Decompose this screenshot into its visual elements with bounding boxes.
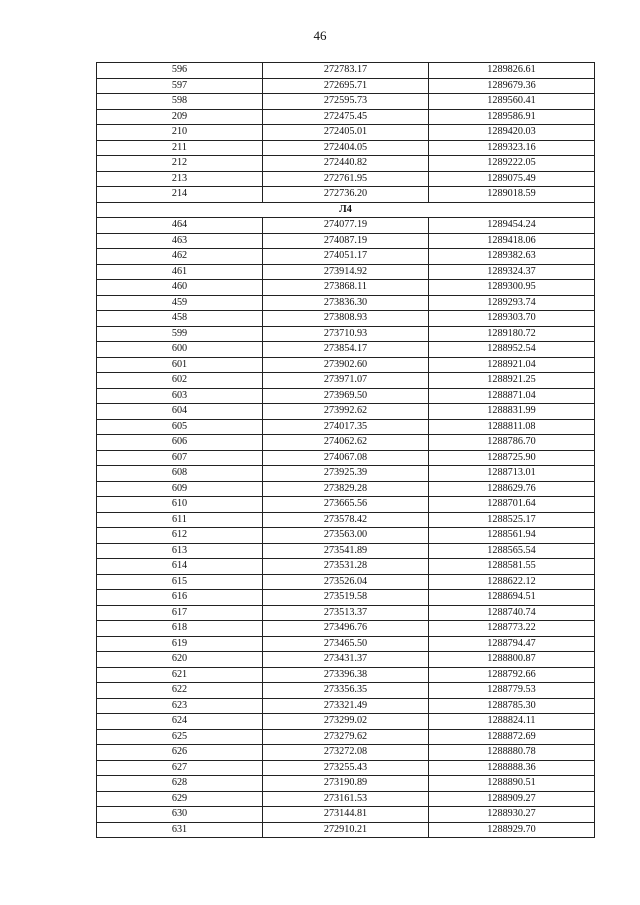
table-row	[97, 807, 595, 823]
point-number-cell: 631	[97, 822, 263, 838]
table-row	[97, 280, 595, 296]
x-coordinate-cell: 272404.05	[263, 140, 429, 156]
table-row	[97, 78, 595, 94]
y-coordinate-cell: 1288824.11	[429, 714, 595, 730]
y-coordinate-cell: 1289300.95	[429, 280, 595, 296]
table-row	[97, 171, 595, 187]
section-row	[97, 202, 595, 218]
x-coordinate-cell: 273513.37	[263, 605, 429, 621]
table-row	[97, 760, 595, 776]
table-row	[97, 326, 595, 342]
table-row	[97, 652, 595, 668]
y-coordinate-cell: 1288713.01	[429, 466, 595, 482]
y-coordinate-cell: 1289303.70	[429, 311, 595, 327]
x-coordinate-cell: 273272.08	[263, 745, 429, 761]
point-number-cell: 625	[97, 729, 263, 745]
page-number: 46	[313, 28, 327, 43]
table-row	[97, 497, 595, 513]
y-coordinate-cell: 1288872.69	[429, 729, 595, 745]
x-coordinate-cell: 273144.81	[263, 807, 429, 823]
x-coordinate-cell: 273868.11	[263, 280, 429, 296]
point-number-cell: 600	[97, 342, 263, 358]
y-coordinate-cell: 1288773.22	[429, 621, 595, 637]
point-number-cell: 608	[97, 466, 263, 482]
section-header	[97, 202, 595, 218]
x-coordinate-cell: 273854.17	[263, 342, 429, 358]
point-number-cell: 460	[97, 280, 263, 296]
x-coordinate-cell: 272595.73	[263, 94, 429, 110]
table-row	[97, 636, 595, 652]
table-row	[97, 249, 595, 265]
table-row	[97, 776, 595, 792]
y-coordinate-cell: 1288831.99	[429, 404, 595, 420]
y-coordinate-cell: 1288694.51	[429, 590, 595, 606]
x-coordinate-cell: 274051.17	[263, 249, 429, 265]
point-number-cell: 619	[97, 636, 263, 652]
y-coordinate-cell: 1289180.72	[429, 326, 595, 342]
y-coordinate-cell: 1288565.54	[429, 543, 595, 559]
table-row	[97, 729, 595, 745]
x-coordinate-cell: 274077.19	[263, 218, 429, 234]
point-number-cell: 627	[97, 760, 263, 776]
point-number-cell: 611	[97, 512, 263, 528]
x-coordinate-cell: 273431.37	[263, 652, 429, 668]
y-coordinate-cell: 1289018.59	[429, 187, 595, 203]
x-coordinate-cell: 272440.82	[263, 156, 429, 172]
y-coordinate-cell: 1289560.41	[429, 94, 595, 110]
x-coordinate-cell: 274087.19	[263, 233, 429, 249]
point-number-cell: 612	[97, 528, 263, 544]
y-coordinate-cell: 1288794.47	[429, 636, 595, 652]
y-coordinate-cell: 1289382.63	[429, 249, 595, 265]
table-row	[97, 109, 595, 125]
point-number-cell: 461	[97, 264, 263, 280]
x-coordinate-cell: 273279.62	[263, 729, 429, 745]
y-coordinate-cell: 1289420.03	[429, 125, 595, 141]
table-row	[97, 590, 595, 606]
point-number-cell: 615	[97, 574, 263, 590]
x-coordinate-cell: 273299.02	[263, 714, 429, 730]
y-coordinate-cell: 1289324.37	[429, 264, 595, 280]
point-number-cell: 614	[97, 559, 263, 575]
table-row	[97, 621, 595, 637]
point-number-cell: 459	[97, 295, 263, 311]
point-number-cell: 597	[97, 78, 263, 94]
point-number-cell: 464	[97, 218, 263, 234]
x-coordinate-cell: 273971.07	[263, 373, 429, 389]
table-row	[97, 714, 595, 730]
table-row	[97, 605, 595, 621]
table-row	[97, 125, 595, 141]
x-coordinate-cell: 272761.95	[263, 171, 429, 187]
y-coordinate-cell: 1288888.36	[429, 760, 595, 776]
coordinates-table	[96, 62, 595, 838]
point-number-cell: 604	[97, 404, 263, 420]
y-coordinate-cell: 1288740.74	[429, 605, 595, 621]
point-number-cell: 629	[97, 791, 263, 807]
table-row	[97, 698, 595, 714]
x-coordinate-cell: 273836.30	[263, 295, 429, 311]
table-row	[97, 140, 595, 156]
table-row	[97, 683, 595, 699]
table-row	[97, 667, 595, 683]
x-coordinate-cell: 272783.17	[263, 63, 429, 79]
x-coordinate-cell: 274017.35	[263, 419, 429, 435]
x-coordinate-cell: 272910.21	[263, 822, 429, 838]
y-coordinate-cell: 1288725.90	[429, 450, 595, 466]
y-coordinate-cell: 1288930.27	[429, 807, 595, 823]
table-row	[97, 435, 595, 451]
x-coordinate-cell: 273321.49	[263, 698, 429, 714]
x-coordinate-cell: 272405.01	[263, 125, 429, 141]
table-row	[97, 512, 595, 528]
table-row	[97, 63, 595, 79]
y-coordinate-cell: 1288800.87	[429, 652, 595, 668]
y-coordinate-cell: 1288779.53	[429, 683, 595, 699]
x-coordinate-cell: 273190.89	[263, 776, 429, 792]
point-number-cell: 603	[97, 388, 263, 404]
y-coordinate-cell: 1288792.66	[429, 667, 595, 683]
y-coordinate-cell: 1288561.94	[429, 528, 595, 544]
y-coordinate-cell: 1288929.70	[429, 822, 595, 838]
y-coordinate-cell: 1288785.30	[429, 698, 595, 714]
point-number-cell: 622	[97, 683, 263, 699]
point-number-cell: 623	[97, 698, 263, 714]
x-coordinate-cell: 273969.50	[263, 388, 429, 404]
x-coordinate-cell: 274067.08	[263, 450, 429, 466]
table-row	[97, 404, 595, 420]
x-coordinate-cell: 274062.62	[263, 435, 429, 451]
table-row	[97, 357, 595, 373]
x-coordinate-cell: 273356.35	[263, 683, 429, 699]
x-coordinate-cell: 273563.00	[263, 528, 429, 544]
x-coordinate-cell: 273161.53	[263, 791, 429, 807]
y-coordinate-cell: 1289679.36	[429, 78, 595, 94]
point-number-cell: 458	[97, 311, 263, 327]
table-row	[97, 94, 595, 110]
table-row	[97, 342, 595, 358]
table-row	[97, 481, 595, 497]
point-number-cell: 613	[97, 543, 263, 559]
y-coordinate-cell: 1288581.55	[429, 559, 595, 575]
y-coordinate-cell: 1288786.70	[429, 435, 595, 451]
point-number-cell: 617	[97, 605, 263, 621]
y-coordinate-cell: 1289323.16	[429, 140, 595, 156]
x-coordinate-cell: 273914.92	[263, 264, 429, 280]
point-number-cell: 210	[97, 125, 263, 141]
point-number-cell: 620	[97, 652, 263, 668]
y-coordinate-cell: 1288871.04	[429, 388, 595, 404]
point-number-cell: 214	[97, 187, 263, 203]
table-row	[97, 295, 595, 311]
x-coordinate-cell: 273665.56	[263, 497, 429, 513]
table-row	[97, 388, 595, 404]
point-number-cell: 616	[97, 590, 263, 606]
point-number-cell: 598	[97, 94, 263, 110]
table-row	[97, 745, 595, 761]
x-coordinate-cell: 273465.50	[263, 636, 429, 652]
point-number-cell: 213	[97, 171, 263, 187]
y-coordinate-cell: 1289418.06	[429, 233, 595, 249]
x-coordinate-cell: 273992.62	[263, 404, 429, 420]
table-row	[97, 419, 595, 435]
y-coordinate-cell: 1288890.51	[429, 776, 595, 792]
table-row	[97, 218, 595, 234]
y-coordinate-cell: 1288622.12	[429, 574, 595, 590]
table-row	[97, 822, 595, 838]
coordinates-table-bottom-rows	[97, 218, 595, 838]
y-coordinate-cell: 1288952.54	[429, 342, 595, 358]
point-number-cell: 212	[97, 156, 263, 172]
x-coordinate-cell: 273519.58	[263, 590, 429, 606]
x-coordinate-cell: 273829.28	[263, 481, 429, 497]
table-row	[97, 791, 595, 807]
table-row	[97, 528, 595, 544]
x-coordinate-cell: 273531.28	[263, 559, 429, 575]
x-coordinate-cell: 273541.89	[263, 543, 429, 559]
y-coordinate-cell: 1288629.76	[429, 481, 595, 497]
point-number-cell: 463	[97, 233, 263, 249]
table-row	[97, 373, 595, 389]
point-number-cell: 462	[97, 249, 263, 265]
point-number-cell: 624	[97, 714, 263, 730]
x-coordinate-cell: 273710.93	[263, 326, 429, 342]
y-coordinate-cell: 1289222.05	[429, 156, 595, 172]
point-number-cell: 618	[97, 621, 263, 637]
y-coordinate-cell: 1289454.24	[429, 218, 595, 234]
point-number-cell: 607	[97, 450, 263, 466]
y-coordinate-cell: 1288525.17	[429, 512, 595, 528]
y-coordinate-cell: 1289293.74	[429, 295, 595, 311]
point-number-cell: 609	[97, 481, 263, 497]
point-number-cell: 621	[97, 667, 263, 683]
x-coordinate-cell: 273578.42	[263, 512, 429, 528]
table-row	[97, 543, 595, 559]
point-number-cell: 628	[97, 776, 263, 792]
y-coordinate-cell: 1288921.25	[429, 373, 595, 389]
section-label: Л4	[97, 202, 595, 218]
y-coordinate-cell: 1288921.04	[429, 357, 595, 373]
y-coordinate-cell: 1288880.78	[429, 745, 595, 761]
table-row	[97, 574, 595, 590]
x-coordinate-cell: 273396.38	[263, 667, 429, 683]
point-number-cell: 606	[97, 435, 263, 451]
table-row	[97, 466, 595, 482]
x-coordinate-cell: 273255.43	[263, 760, 429, 776]
point-number-cell: 630	[97, 807, 263, 823]
point-number-cell: 605	[97, 419, 263, 435]
y-coordinate-cell: 1289826.61	[429, 63, 595, 79]
x-coordinate-cell: 273526.04	[263, 574, 429, 590]
y-coordinate-cell: 1288701.64	[429, 497, 595, 513]
point-number-cell: 626	[97, 745, 263, 761]
point-number-cell: 602	[97, 373, 263, 389]
y-coordinate-cell: 1289586.91	[429, 109, 595, 125]
point-number-cell: 596	[97, 63, 263, 79]
x-coordinate-cell: 272736.20	[263, 187, 429, 203]
point-number-cell: 601	[97, 357, 263, 373]
table-row	[97, 311, 595, 327]
table-row	[97, 233, 595, 249]
y-coordinate-cell: 1289075.49	[429, 171, 595, 187]
point-number-cell: 610	[97, 497, 263, 513]
point-number-cell: 599	[97, 326, 263, 342]
x-coordinate-cell: 273808.93	[263, 311, 429, 327]
table-row	[97, 156, 595, 172]
point-number-cell: 211	[97, 140, 263, 156]
point-number-cell: 209	[97, 109, 263, 125]
coordinates-table-top-rows	[97, 63, 595, 203]
x-coordinate-cell: 273925.39	[263, 466, 429, 482]
table-row	[97, 559, 595, 575]
x-coordinate-cell: 272695.71	[263, 78, 429, 94]
table-row	[97, 450, 595, 466]
table-row	[97, 264, 595, 280]
table-row	[97, 187, 595, 203]
y-coordinate-cell: 1288811.08	[429, 419, 595, 435]
x-coordinate-cell: 273902.60	[263, 357, 429, 373]
x-coordinate-cell: 272475.45	[263, 109, 429, 125]
y-coordinate-cell: 1288909.27	[429, 791, 595, 807]
x-coordinate-cell: 273496.76	[263, 621, 429, 637]
